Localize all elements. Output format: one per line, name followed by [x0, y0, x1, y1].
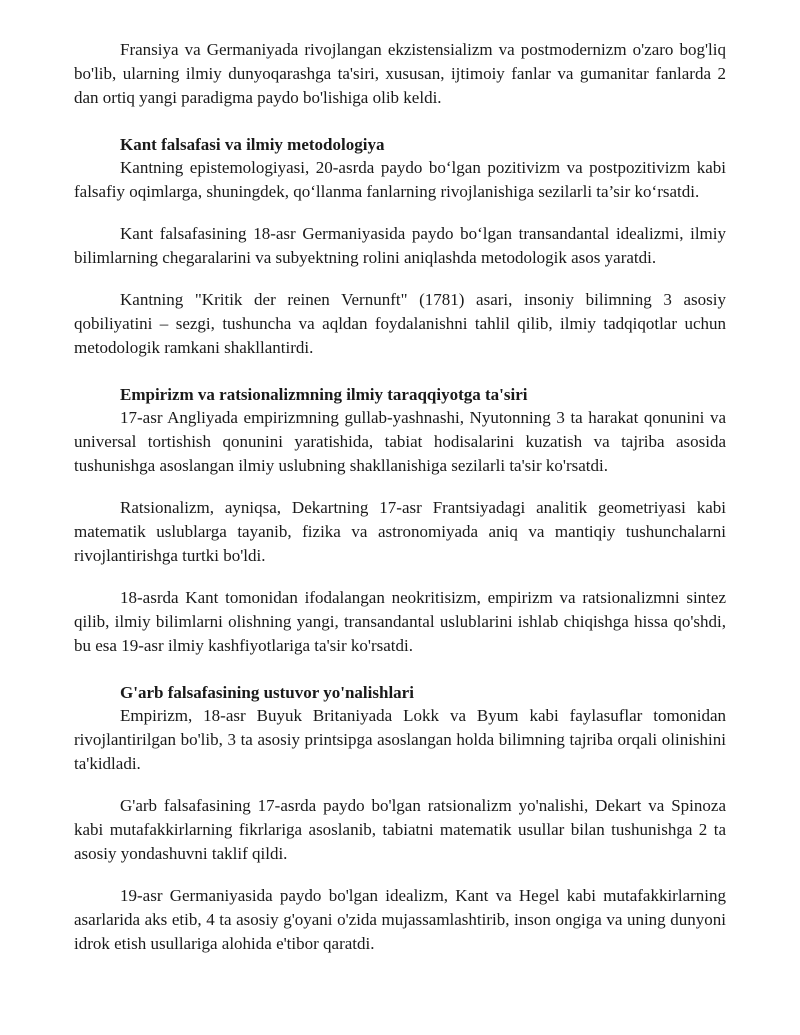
- paragraph: 19-asr Germaniyasida paydo bo'lgan idealizm, Kant va Hegel kabi mutafakkirlarning asarlarida aks etib, 4 ta asosiy g'oyani o'zida mujassamlashtirib, inson ongiga va uning dunyoni idrok etish usullariga alohida e'tibor qaratdi.: [74, 886, 726, 953]
- spacer: [74, 776, 726, 794]
- section-heading-kant: Kant falsafasi va ilmiy metodologiya: [120, 135, 385, 154]
- paragraph: 18-asrda Kant tomonidan ifodalangan neokritisizm, empirizm va ratsionalizmni sintez qilib, ilmiy bilimlarni olishning yangi, transandantal uslublarini ishlab chiqishga hissa qo'shdi, bu esa 19-asr ilmiy kashfiyotlariga ta'sir ko'rsatdi.: [74, 588, 726, 655]
- section-heading-garb: G'arb falsafasining ustuvor yo'nalishlari: [120, 683, 414, 702]
- section-heading-empirizm: Empirizm va ratsionalizmning ilmiy taraqqiyotga ta'siri: [120, 385, 528, 404]
- spacer: [74, 110, 726, 134]
- paragraph-intro: Fransiya va Germaniyada rivojlangan ekzistensializm va postmodernizm o'zaro bog'liq bo'lib, ularning ilmiy dunyoqarashga ta'siri, xususan, ijtimoiy fanlar va gumanitar fanlarda 2 dan ortiq yangi paradigma paydo bo'lishiga olib keldi.: [74, 40, 726, 107]
- paragraph: Kantning epistemologiyasi, 20-asrda paydo bo‘lgan pozitivizm va postpozitivizm kabi falsafiy oqimlarga, shuningdek, qo‘llanma fanlarning rivojlanishiga sezilarli ta’sir ko‘rsatdi.: [74, 158, 726, 201]
- paragraph: G'arb falsafasining 17-asrda paydo bo'lgan ratsionalizm yo'nalishi, Dekart va Spinoza kabi mutafakkirlarning fikrlariga asoslanib, tabiatni matematik usullar bilan tushunishga 2 ta asosiy yondashuvni taklif qildi.: [74, 796, 726, 863]
- spacer: [74, 270, 726, 288]
- paragraph: Kantning "Kritik der reinen Vernunft" (1781) asari, insoniy bilimning 3 asosiy qobiliyatini – sezgi, tushuncha va aqldan foydalanishni tahlil qilib, ilmiy tadqiqotlar uchun metodologik ramkani shakllantirdi.: [74, 290, 726, 357]
- paragraph: Empirizm, 18-asr Buyuk Britaniyada Lokk va Byum kabi faylasuflar tomonidan rivojlantirilgan bo'lib, 3 ta asosiy printsipga asoslangan holda bilimning tajriba orqali olinishini ta'kidladi.: [74, 706, 726, 773]
- paragraph: Ratsionalizm, ayniqsa, Dekartning 17-asr Frantsiyadagi analitik geometriyasi kabi matematik uslublarga tayanib, fizika va astronomiyada aniq va mantiqiy tushunchalarni rivojlantirishga turtki bo'ldi.: [74, 498, 726, 565]
- spacer: [74, 866, 726, 884]
- spacer: [74, 658, 726, 682]
- paragraph: Kant falsafasining 18-asr Germaniyasida paydo bo‘lgan transandantal idealizmi, ilmiy bilimlarning chegaralarini va subyektning rolini aniqlashda metodologik asos yaratdi.: [74, 224, 726, 267]
- paragraph: 17-asr Angliyada empirizmning gullab-yashnashi, Nyutonning 3 ta harakat qonunini va universal tortishish qonunini yaratishida, tabiat hodisalarini kuzatish va tajriba asosida tushunishga asoslangan ilmiy uslubning shakllanishiga sezilarli ta'sir ko'rsatdi.: [74, 408, 726, 475]
- document-page: [74, 38, 726, 956]
- spacer: [74, 568, 726, 586]
- spacer: [74, 204, 726, 222]
- spacer: [74, 360, 726, 384]
- spacer: [74, 478, 726, 496]
